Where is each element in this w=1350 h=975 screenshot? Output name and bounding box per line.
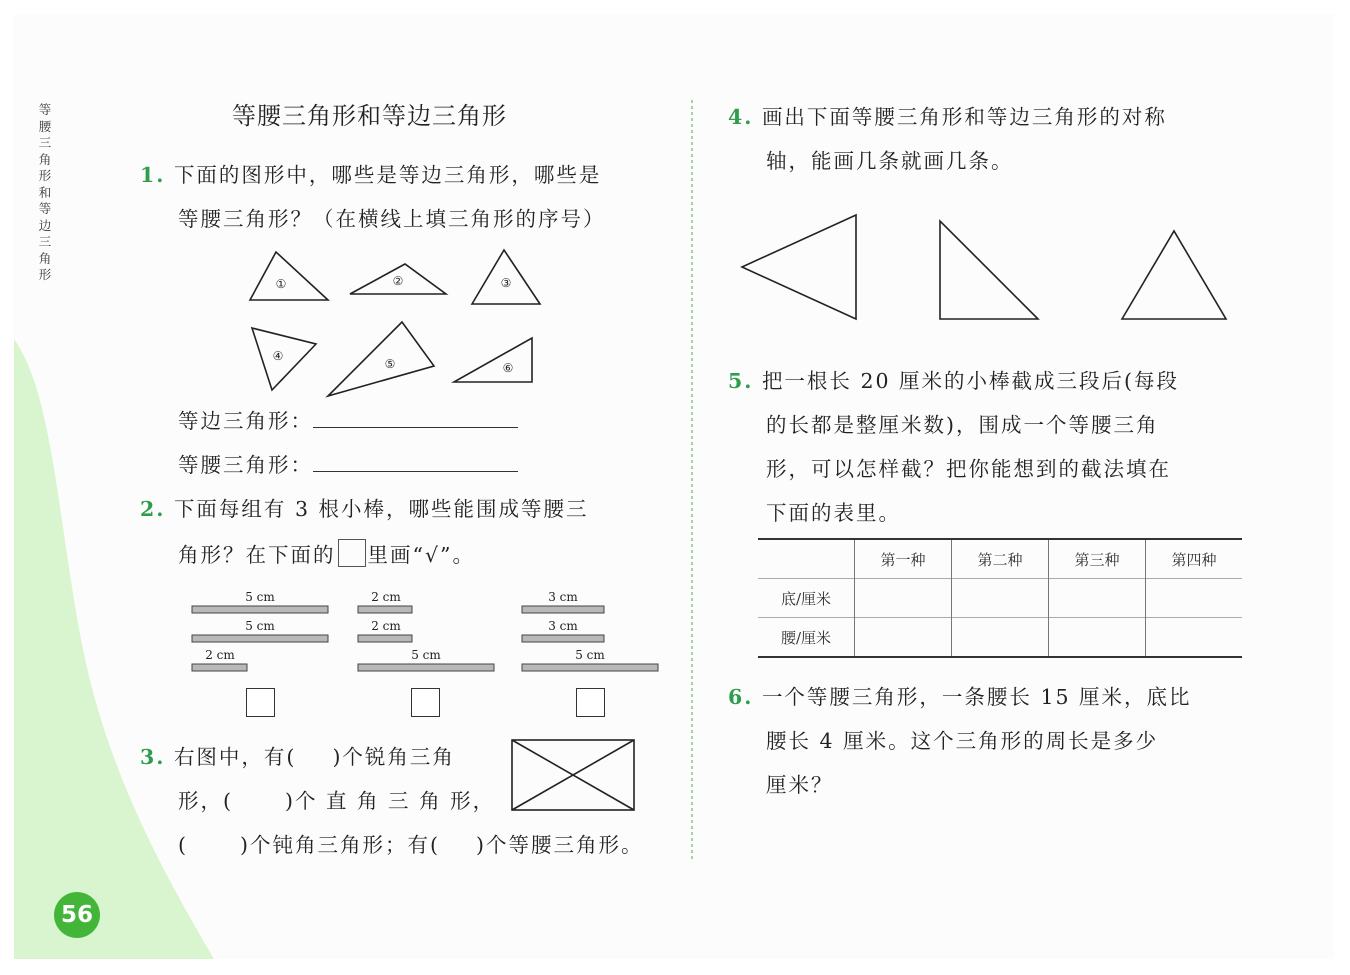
q1-equilateral-row: [178, 404, 518, 434]
triangle-4: [252, 328, 316, 390]
q3-rectangle-figure: [510, 738, 638, 814]
q5-line1: [728, 364, 1179, 394]
stick-g3-3: [522, 664, 658, 671]
table-cell[interactable]: [952, 579, 1049, 618]
q3-text-1a: 右图中，有(: [173, 745, 297, 769]
table-row-label-leg: 腰/厘米: [758, 618, 855, 658]
q1-line1: [140, 158, 601, 188]
q4-triangles: [730, 205, 1240, 330]
stick-g2-2: [358, 635, 412, 642]
table-header-2: 第二种: [952, 539, 1049, 579]
q3-number: 3.: [140, 745, 166, 769]
q6-line1: [728, 680, 1192, 710]
table-header-1: 第一种: [855, 539, 952, 579]
stick-g3-1: [522, 606, 604, 613]
q2-line1: [140, 492, 589, 522]
q5-text-4: 下面的表里。: [766, 501, 901, 525]
table-cell[interactable]: [1146, 618, 1243, 658]
triangle-label-4: ④: [272, 349, 284, 363]
table-header-4: 第四种: [1146, 539, 1243, 579]
q2-text-1: 下面每组有 3 根小棒，哪些能围成等腰三: [173, 497, 589, 521]
isosceles-label: 等腰三角形：: [178, 453, 313, 477]
table-row-label-base: 底/厘米: [758, 579, 855, 618]
q4-text-1: 画出下面等腰三角形和等边三角形的对称: [761, 105, 1167, 129]
q2-text-2a: 角形？在下面的: [178, 543, 336, 567]
stick-g1-1: [192, 606, 328, 613]
table-row: [758, 579, 1242, 618]
q4-line1: [728, 100, 1167, 130]
q3-line3: [178, 828, 644, 858]
stick-label-g3-3: 5 cm: [575, 648, 605, 662]
stick-label-g2-1: 2 cm: [371, 590, 401, 604]
q2-number: 2.: [140, 497, 166, 521]
q4-triangle-3: [1122, 231, 1226, 319]
triangle-6: [454, 338, 532, 382]
q3-text-1b: )个锐角三角: [332, 745, 455, 769]
q4-triangle-2: [940, 221, 1038, 319]
column-divider: [690, 100, 694, 860]
q2-answer-box-1[interactable]: [246, 688, 275, 717]
triangle-label-3: ③: [500, 276, 512, 290]
table-header-3: 第三种: [1049, 539, 1146, 579]
side-chapter-title: 等腰三角形和等边三角形: [38, 102, 52, 282]
equilateral-label: 等边三角形：: [178, 409, 313, 433]
table-cell[interactable]: [855, 618, 952, 658]
q5-number: 5.: [728, 369, 754, 393]
q2-answer-box-3[interactable]: [576, 688, 605, 717]
table-corner-cell: [758, 539, 855, 579]
stick-g3-2: [522, 635, 604, 642]
stick-label-g1-1: 5 cm: [245, 590, 275, 604]
q3-text-2b: )个 直 角 三 角 形，: [285, 789, 496, 813]
stick-g1-2: [192, 635, 328, 642]
q3-text-3a: (: [178, 833, 188, 857]
q2-line2: [178, 538, 475, 568]
q5-text-1: 把一根长 20 厘米的小棒截成三段后(每段: [761, 369, 1180, 393]
stick-g2-3: [358, 664, 494, 671]
triangle-label-1: ①: [275, 277, 287, 291]
table-cell[interactable]: [952, 618, 1049, 658]
q4-text-2: 轴，能画几条就画几条。: [766, 149, 1014, 173]
table-cell[interactable]: [1049, 618, 1146, 658]
triangle-5: [328, 322, 434, 396]
triangle-1: [250, 252, 328, 300]
q1-isosceles-row: [178, 448, 518, 478]
stick-label-g1-3: 2 cm: [205, 648, 235, 662]
q1-text-2: 等腰三角形？（在横线上填三角形的序号）: [178, 207, 606, 231]
q1-number: 1.: [140, 163, 166, 187]
q1-text-1: 下面的图形中，哪些是等边三角形，哪些是: [173, 163, 602, 187]
isosceles-answer-blank[interactable]: [313, 455, 518, 472]
triangle-label-2: ②: [392, 274, 404, 288]
table-cell[interactable]: [1049, 579, 1146, 618]
q2-text-2b: 里画“√”。: [367, 543, 476, 567]
stick-label-g2-3: 5 cm: [411, 648, 441, 662]
q5-text-2: 的长都是整厘米数)，围成一个等腰三角: [766, 413, 1159, 437]
stick-g1-3: [192, 664, 247, 671]
q5-text-3: 形，可以怎样截？把你能想到的截法填在: [766, 457, 1171, 481]
stick-label-g1-2: 5 cm: [245, 619, 275, 633]
q6-number: 6.: [728, 685, 754, 709]
table-row: [758, 618, 1242, 658]
q3-text-3c: )个等腰三角形。: [476, 833, 644, 857]
triangle-label-6: ⑥: [502, 361, 514, 375]
stick-g2-1: [358, 606, 412, 613]
stick-label-g2-2: 2 cm: [371, 619, 401, 633]
page-title: 等腰三角形和等边三角形: [232, 102, 507, 130]
q5-answer-table: [758, 538, 1242, 658]
q6-text-1: 一个等腰三角形，一条腰长 15 厘米，底比: [761, 685, 1192, 709]
q4-triangle-1: [742, 215, 856, 319]
triangle-label-5: ⑤: [384, 357, 396, 371]
page-sheet: [14, 14, 1334, 959]
q3-text-3b: )个钝角三角形；有(: [240, 833, 440, 857]
stick-label-g3-1: 3 cm: [548, 590, 578, 604]
q4-number: 4.: [728, 105, 754, 129]
table-cell[interactable]: [855, 579, 952, 618]
checkbox-icon: [338, 539, 366, 567]
q3-line2: [178, 784, 495, 814]
table-header-row: [758, 539, 1242, 579]
q2-answer-box-2[interactable]: [411, 688, 440, 717]
q3-text-2a: 形，(: [178, 789, 233, 813]
q1-triangles: [240, 242, 550, 402]
q6-text-2: 腰长 4 厘米。这个三角形的周长是多少: [766, 729, 1159, 753]
q3-line1: [140, 740, 455, 770]
equilateral-answer-blank[interactable]: [313, 411, 518, 428]
q6-text-3: 厘米？: [766, 773, 834, 797]
table-cell[interactable]: [1146, 579, 1243, 618]
stick-label-g3-2: 3 cm: [548, 619, 578, 633]
q2-sticks: [180, 584, 670, 676]
page-number: 56: [54, 892, 100, 938]
